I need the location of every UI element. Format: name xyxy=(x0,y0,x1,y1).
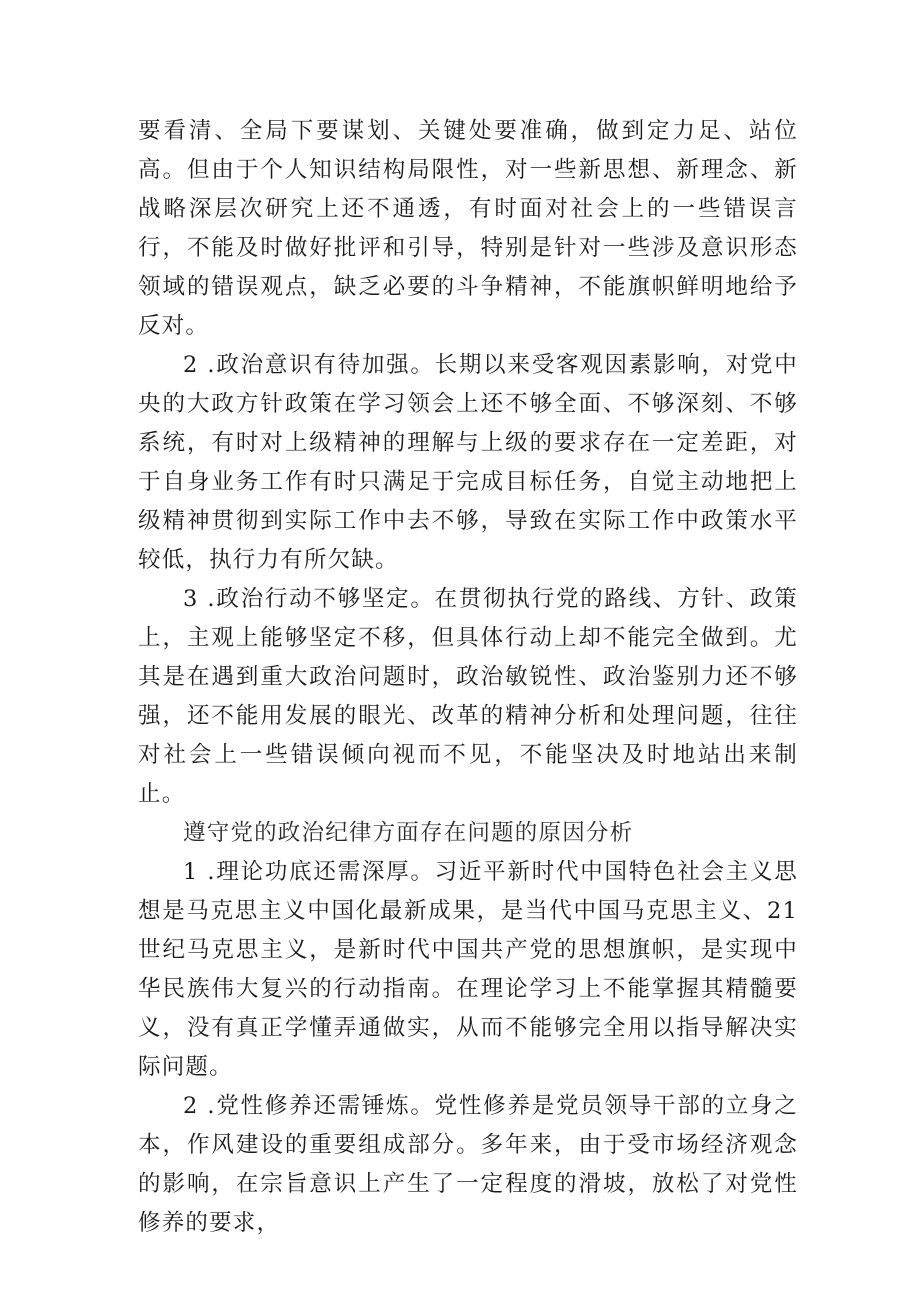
paragraph-continued: 要看清、全局下要谋划、关键处要准确，做到定力足、站位高。但由于个人知识结构局限性，对一些新思想、新理念、新战略深层次研究上还不通透，有时面对社会上的一些错误言行，不能及时做好批评和引导，特别是针对一些涉及意识形态领域的错误观点，缺乏必要的斗争精神，不能旗帜鲜明地给予反对。 xyxy=(138,118,798,339)
paragraph-theory-foundation: 1 .理论功底还需深厚。习近平新时代中国特色社会主义思想是马克思主义中国化最新成果，是当代中国马克思主义、21世纪马克思主义，是新时代中国共产党的思想旗帜，是实现中华民族伟大复兴的行动指南。在理论学习上不能掌握其精髓要义，没有真正学懂弄通做实，从而不能够完全用以指导解决实际问题。 xyxy=(138,859,798,1080)
section-heading: 遵守党的政治纪律方面存在问题的原因分析 xyxy=(183,820,634,846)
paragraph-political-action: 3 .政治行动不够坚定。在贯彻执行党的路线、方针、政策上，主观上能够坚定不移，但具体行动上却不能完全做到。尤其是在遇到重大政治问题时，政治敏锐性、政治鉴别力还不够强，还不能用发展的眼光、改革的精神分析和处理问题，往往对社会上一些错误倾向视而不见，不能坚决及时地站出来制止。 xyxy=(138,586,798,807)
paragraph-political-awareness: 2 .政治意识有待加强。长期以来受客观因素影响，对党中央的大政方针政策在学习领会上还不够全面、不够深刻、不够系统，有时对上级精神的理解与上级的要求存在一定差距，对于自身业务工作有时只满足于完成目标任务，自觉主动地把上级精神贯彻到实际工作中去不够，导致在实际工作中政策水平较低，执行力有所欠缺。 xyxy=(138,352,798,573)
paragraph-party-cultivation: 2 .党性修养还需锤炼。党性修养是党员领导干部的立身之本，作风建设的重要组成部分。多年来，由于受市场经济观念的影响，在宗旨意识上产生了一定程度的滑坡，放松了对党性修养的要求， xyxy=(138,1093,798,1236)
document-body xyxy=(138,112,798,1243)
